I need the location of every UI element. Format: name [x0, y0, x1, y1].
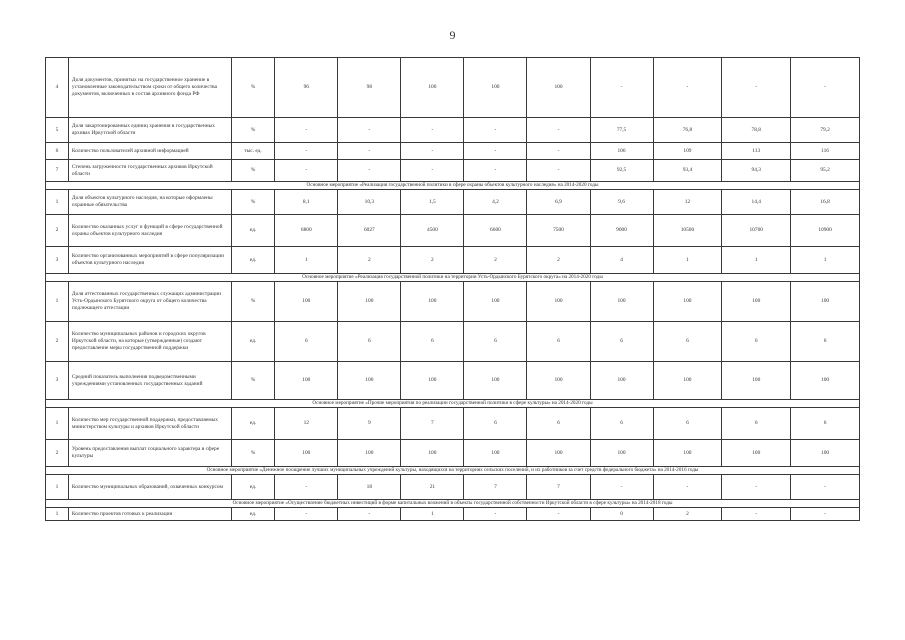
value-cell: 9,6 — [590, 190, 653, 215]
value-cell: 100 — [464, 282, 527, 322]
value-cell: - — [791, 58, 860, 118]
value-cell: 100 — [653, 282, 722, 322]
unit-cell: % — [231, 58, 275, 118]
table-row — [46, 143, 860, 160]
section-title: Основное мероприятие «Денежное поощрение лучших муниципальных учреждений культуры, находящихся на территориях сельских поселений, и их работников за счет средств федерального бюджета» на 2014-2016 годы — [46, 467, 860, 475]
value-cell: - — [401, 160, 464, 182]
row-number: 2 — [46, 322, 69, 362]
value-cell: 7 — [401, 408, 464, 440]
value-cell: 10500 — [653, 215, 722, 247]
row-number: 5 — [46, 118, 69, 143]
value-cell: 100 — [401, 58, 464, 118]
value-cell: 100 — [275, 440, 338, 467]
value-cell: 6800 — [275, 215, 338, 247]
value-cell: - — [527, 160, 590, 182]
value-cell: 0 — [590, 508, 653, 521]
indicator-name: Средний показатель выполнения подведомственными учреждениями установленных государственных заданий — [68, 362, 231, 400]
value-cell: 100 — [653, 440, 722, 467]
value-cell: 1 — [401, 508, 464, 521]
indicator-name: Количество проектов готовых к реализации — [68, 508, 231, 521]
value-cell: 100 — [338, 282, 401, 322]
value-cell: 10700 — [722, 215, 791, 247]
value-cell: - — [722, 58, 791, 118]
table-row — [46, 215, 860, 247]
indicator-name: Доля объектов культурного наследия, на которые оформлены охранные обязательства — [68, 190, 231, 215]
value-cell: 7 — [464, 475, 527, 500]
value-cell: 6 — [401, 322, 464, 362]
section-title: Основное мероприятие «Прочие мероприятия по реализации государственной политики в сфере культуры» на 2014-2020 годы — [46, 400, 860, 408]
section-heading-row — [46, 182, 860, 190]
value-cell: - — [401, 143, 464, 160]
value-cell: 6 — [722, 322, 791, 362]
table-row — [46, 58, 860, 118]
value-cell: 18 — [338, 475, 401, 500]
unit-cell: % — [231, 440, 275, 467]
value-cell: - — [722, 475, 791, 500]
value-cell: 6027 — [338, 215, 401, 247]
unit-cell: ед. — [231, 247, 275, 274]
value-cell: 98 — [338, 58, 401, 118]
value-cell: 4,2 — [464, 190, 527, 215]
value-cell: 2 — [527, 247, 590, 274]
value-cell: 21 — [401, 475, 464, 500]
value-cell: 100 — [791, 282, 860, 322]
value-cell: 6 — [464, 408, 527, 440]
value-cell: 92,5 — [590, 160, 653, 182]
indicator-name: Степень загруженности государственных архивов Иркутской области — [68, 160, 231, 182]
value-cell: 100 — [464, 440, 527, 467]
row-number: 1 — [46, 190, 69, 215]
value-cell: - — [338, 160, 401, 182]
table-row — [46, 118, 860, 143]
section-title: Основное мероприятие «Реализация государственной политики в сфере охраны объектов культурного наследия» на 2014-2020 годы — [46, 182, 860, 190]
value-cell: 96 — [275, 58, 338, 118]
value-cell: 100 — [722, 440, 791, 467]
value-cell: 6 — [464, 322, 527, 362]
value-cell: - — [464, 143, 527, 160]
value-cell: 100 — [401, 282, 464, 322]
unit-cell: ед. — [231, 508, 275, 521]
indicator-name: Количество оказанных услуг и функций в сфере государственной охраны объектов культурного наследия — [68, 215, 231, 247]
value-cell: - — [590, 475, 653, 500]
row-number: 7 — [46, 160, 69, 182]
row-number: 1 — [46, 475, 69, 500]
value-cell: 6 — [791, 322, 860, 362]
table-row — [46, 508, 860, 521]
value-cell: 6,9 — [527, 190, 590, 215]
unit-cell: % — [231, 362, 275, 400]
value-cell: - — [275, 118, 338, 143]
value-cell: 77,5 — [590, 118, 653, 143]
indicator-name: Доля документов, принятых на государственное хранение в установленные законодательством сроки от общего количества документов, включенных в состав архивного фонда РФ — [68, 58, 231, 118]
value-cell: - — [338, 118, 401, 143]
value-cell: - — [275, 508, 338, 521]
value-cell: 100 — [722, 282, 791, 322]
value-cell: - — [791, 475, 860, 500]
value-cell: 100 — [338, 440, 401, 467]
value-cell: 10900 — [791, 215, 860, 247]
indicators-table — [45, 57, 860, 521]
value-cell: 95,2 — [791, 160, 860, 182]
value-cell: 116 — [791, 143, 860, 160]
value-cell: - — [653, 475, 722, 500]
value-cell: 100 — [527, 282, 590, 322]
indicator-name: Количество муниципальных районов и городских округов Иркутской области, на которые (утвержденные) создают предоставление меры государственной поддержки — [68, 322, 231, 362]
value-cell: - — [527, 118, 590, 143]
value-cell: 93,4 — [653, 160, 722, 182]
value-cell: 100 — [791, 440, 860, 467]
value-cell: 1 — [275, 247, 338, 274]
value-cell: 4500 — [401, 215, 464, 247]
value-cell: 6 — [527, 322, 590, 362]
row-number: 2 — [46, 440, 69, 467]
indicator-name: Количество организованных мероприятий в сфере популяризации объектов культурного наследия — [68, 247, 231, 274]
indicator-name: Количество пользователей архивной информацией — [68, 143, 231, 160]
value-cell: 14,4 — [722, 190, 791, 215]
value-cell: 1 — [653, 247, 722, 274]
unit-cell: тыс. ед. — [231, 143, 275, 160]
row-number: 1 — [46, 282, 69, 322]
indicator-name: Доля закартонированных единиц хранения в государственных архивах Иркутской области — [68, 118, 231, 143]
value-cell: 2 — [401, 247, 464, 274]
unit-cell: ед. — [231, 322, 275, 362]
value-cell: 100 — [275, 362, 338, 400]
value-cell: 78,8 — [722, 118, 791, 143]
section-heading-row — [46, 400, 860, 408]
value-cell: 106 — [590, 143, 653, 160]
value-cell: 8,1 — [275, 190, 338, 215]
value-cell: 100 — [653, 362, 722, 400]
value-cell: 9 — [338, 408, 401, 440]
table-row — [46, 408, 860, 440]
value-cell: - — [275, 160, 338, 182]
unit-cell: % — [231, 160, 275, 182]
section-heading-row — [46, 274, 860, 282]
value-cell: 100 — [590, 440, 653, 467]
row-number: 4 — [46, 58, 69, 118]
value-cell: - — [653, 58, 722, 118]
value-cell: 6 — [653, 322, 722, 362]
section-heading-row — [46, 467, 860, 475]
value-cell: 10,3 — [338, 190, 401, 215]
value-cell: 7 — [527, 475, 590, 500]
value-cell: 12 — [275, 408, 338, 440]
value-cell: 9000 — [590, 215, 653, 247]
section-title: Основное мероприятие «Осуществление бюджетных инвестиций в форме капитальных вложений в объекты государственной собственности Иркутской области в сфере культуры» на 2014-2018 годы — [46, 500, 860, 508]
value-cell: - — [338, 143, 401, 160]
value-cell: 1 — [791, 247, 860, 274]
value-cell: 6 — [590, 408, 653, 440]
section-title: Основное мероприятие «Реализация государственной политики на территории Усть-Ордынского Бурятского округа» на 2014-2020 годы — [46, 274, 860, 282]
value-cell: - — [401, 118, 464, 143]
value-cell: - — [464, 160, 527, 182]
value-cell: 6 — [527, 408, 590, 440]
row-number: 3 — [46, 247, 69, 274]
table-row — [46, 475, 860, 500]
row-number: 6 — [46, 143, 69, 160]
value-cell: - — [464, 118, 527, 143]
page-number: 9 — [449, 28, 456, 42]
value-cell: 100 — [401, 440, 464, 467]
value-cell: - — [791, 508, 860, 521]
value-cell: 100 — [527, 440, 590, 467]
value-cell: 6600 — [464, 215, 527, 247]
value-cell: 6 — [791, 408, 860, 440]
unit-cell: % — [231, 190, 275, 215]
section-heading-row — [46, 500, 860, 508]
value-cell: 109 — [653, 143, 722, 160]
value-cell: 2 — [653, 508, 722, 521]
unit-cell: ед. — [231, 215, 275, 247]
indicator-name: Количество муниципальных образований, охваченных конкурсом — [68, 475, 231, 500]
unit-cell: ед. — [231, 408, 275, 440]
value-cell: - — [464, 508, 527, 521]
row-number: 1 — [46, 408, 69, 440]
value-cell: 100 — [338, 362, 401, 400]
value-cell: 94,3 — [722, 160, 791, 182]
value-cell: - — [722, 508, 791, 521]
value-cell: 100 — [275, 282, 338, 322]
value-cell: 7500 — [527, 215, 590, 247]
value-cell: 1 — [722, 247, 791, 274]
value-cell: 6 — [275, 322, 338, 362]
value-cell: 2 — [338, 247, 401, 274]
value-cell: 100 — [791, 362, 860, 400]
table-row — [46, 247, 860, 274]
value-cell: - — [275, 143, 338, 160]
value-cell: 100 — [464, 362, 527, 400]
unit-cell: % — [231, 282, 275, 322]
value-cell: - — [527, 508, 590, 521]
unit-cell: % — [231, 118, 275, 143]
value-cell: 6 — [722, 408, 791, 440]
value-cell: 100 — [590, 282, 653, 322]
value-cell: 100 — [527, 58, 590, 118]
value-cell: 16,8 — [791, 190, 860, 215]
row-number: 2 — [46, 215, 69, 247]
value-cell: - — [275, 475, 338, 500]
indicator-name: Уровень предоставления выплат социального характера в сфере культуры — [68, 440, 231, 467]
value-cell: 6 — [590, 322, 653, 362]
value-cell: - — [527, 143, 590, 160]
indicator-name: Доля аттестованных государственных служащих администрации Усть-Ордынского Бурятского округа от общего количества подлежащего аттестации — [68, 282, 231, 322]
value-cell: 1,5 — [401, 190, 464, 215]
row-number: 1 — [46, 508, 69, 521]
value-cell: 100 — [464, 58, 527, 118]
value-cell: 100 — [722, 362, 791, 400]
value-cell: 76,8 — [653, 118, 722, 143]
value-cell: 79,2 — [791, 118, 860, 143]
table-row — [46, 362, 860, 400]
value-cell: 4 — [590, 247, 653, 274]
row-number: 3 — [46, 362, 69, 400]
indicator-name: Количество мер государственной поддержки, предоставляемых министерством культуры и архивов Иркутской области — [68, 408, 231, 440]
value-cell: 100 — [527, 362, 590, 400]
value-cell: 2 — [464, 247, 527, 274]
value-cell: 113 — [722, 143, 791, 160]
value-cell: 6 — [653, 408, 722, 440]
value-cell: - — [590, 58, 653, 118]
unit-cell: ед. — [231, 475, 275, 500]
value-cell: 100 — [590, 362, 653, 400]
table-row — [46, 190, 860, 215]
table-row — [46, 160, 860, 182]
value-cell: 12 — [653, 190, 722, 215]
value-cell: 100 — [401, 362, 464, 400]
table-row — [46, 282, 860, 322]
value-cell: 6 — [338, 322, 401, 362]
table-row — [46, 440, 860, 467]
table-row — [46, 322, 860, 362]
value-cell: - — [338, 508, 401, 521]
